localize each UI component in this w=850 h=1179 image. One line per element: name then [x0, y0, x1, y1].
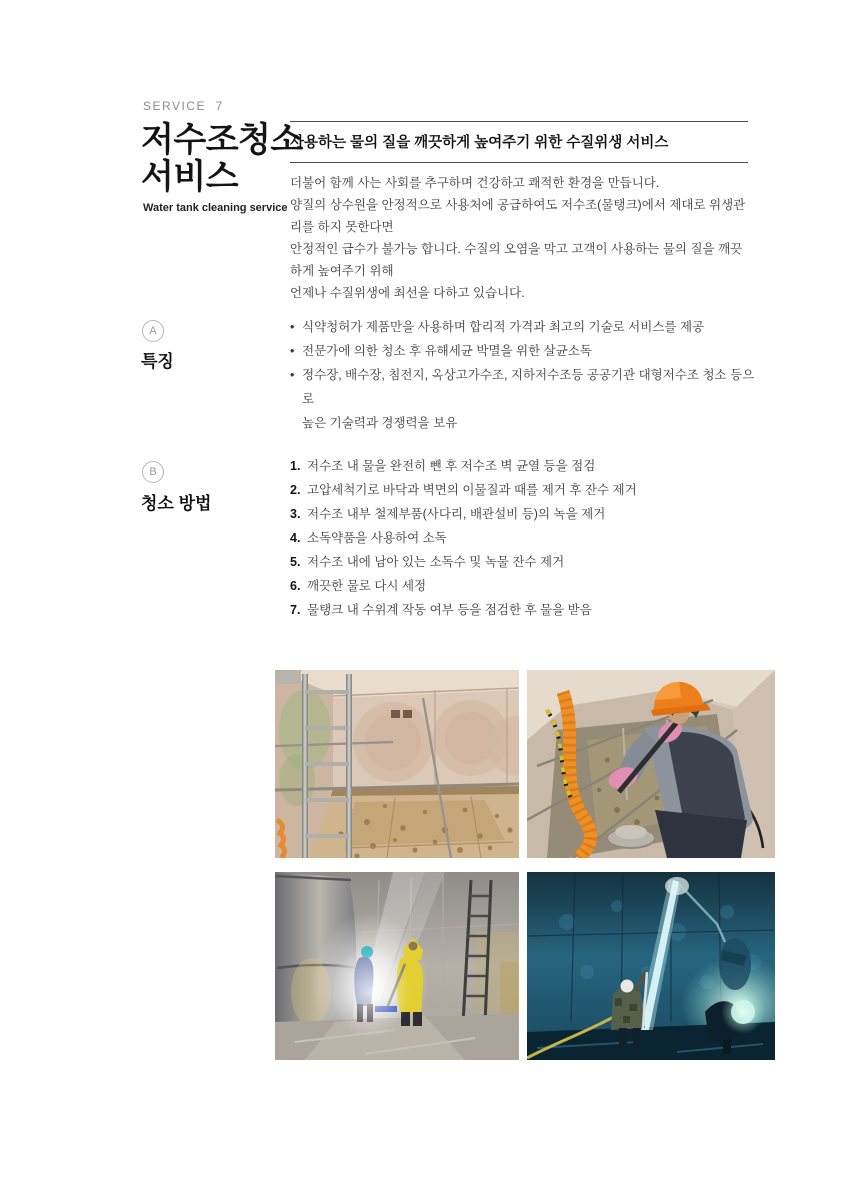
photo-grid — [275, 670, 775, 1060]
bullet-icon: • — [290, 344, 295, 358]
paragraph-line: 양질의 상수원을 안정적으로 사용처에 공급하여도 저수조(물탱크)에서 제대로 위생관리를 하지 못한다면 — [290, 198, 746, 234]
intro-block — [290, 121, 748, 304]
step-text: 고압세척기로 바닥과 벽면의 이물질과 때를 제거 후 잔수 제거 — [307, 483, 637, 497]
disinfecting-illustration — [275, 872, 519, 1060]
subtitle-english: Water tank cleaning service — [143, 202, 288, 214]
bullet-icon: • — [290, 320, 295, 334]
method-label: 청소 방법 — [141, 494, 212, 513]
feature-item-continuation — [290, 411, 760, 435]
dirty-tank-illustration — [275, 670, 519, 858]
step-number: 5. — [290, 555, 301, 569]
method-steps-list — [290, 454, 760, 622]
features-label: 특징 — [141, 352, 174, 371]
feature-item — [290, 315, 760, 339]
step-number: 4. — [290, 531, 301, 545]
dirty-water-tank-interior-photo — [275, 670, 519, 858]
method-step — [290, 454, 760, 478]
feature-text: 전문가에 의한 청소 후 유해세균 박멸을 위한 살균소독 — [302, 344, 592, 358]
paragraph-line: 더불어 함께 사는 사회를 추구하며 건강하고 쾌적한 환경을 만듭니다. — [290, 176, 660, 190]
step-number: 2. — [290, 483, 301, 497]
step-text: 소독약품을 사용하여 소독 — [307, 531, 447, 545]
step-text: 저수조 내 물을 완전히 뺀 후 저수조 벽 균열 등을 점검 — [307, 459, 596, 473]
intro-paragraph — [290, 172, 748, 304]
step-text: 저수조 내에 남아 있는 소독수 및 녹물 잔수 제거 — [307, 555, 565, 569]
bottom-rule — [290, 162, 748, 163]
blue-tank-illustration — [527, 872, 775, 1060]
bullet-icon: • — [290, 368, 295, 382]
service-number-label: SERVICE 7 — [143, 99, 224, 113]
method-step — [290, 502, 760, 526]
paragraph-line: 안정적인 급수가 불가능 합니다. 수질의 오염을 막고 고객이 사용하는 물의 질을 깨끗하게 높여주기 위해 — [290, 242, 743, 278]
step-number: 1. — [290, 459, 301, 473]
intro-heading: 사용하는 물의 질을 깨끗하게 높여주기 위한 수질위생 서비스 — [290, 135, 669, 151]
page-title-line2: 서비스 — [141, 158, 239, 196]
blue-tank-night-washing-photo — [527, 872, 775, 1060]
step-number: 3. — [290, 507, 301, 521]
features-list — [290, 315, 760, 435]
step-text: 깨끗한 물로 다시 세정 — [307, 579, 427, 593]
feature-item — [290, 339, 760, 363]
method-step — [290, 478, 760, 502]
feature-text: 식약청허가 제품만을 사용하며 합리적 가격과 최고의 기술로 서비스를 제공 — [302, 320, 705, 334]
step-text: 저수조 내부 철제부품(사다리, 배관설비 등)의 녹을 제거 — [307, 507, 606, 521]
worker-cleaning-illustration — [527, 670, 775, 858]
worker-high-pressure-cleaning-photo — [527, 670, 775, 858]
method-step — [290, 550, 760, 574]
step-number: 7. — [290, 603, 301, 617]
workers-disinfecting-tank-photo — [275, 872, 519, 1060]
method-step — [290, 526, 760, 550]
paragraph-line: 언제나 수질위생에 최선을 다하고 있습니다. — [290, 286, 525, 300]
step-number: 6. — [290, 579, 301, 593]
section-badge-b: B — [142, 461, 164, 483]
feature-text: 정수장, 배수장, 침전지, 옥상고가수조, 지하저수조등 공공기관 대형저수조 청소 등으로 — [302, 368, 755, 406]
page-title — [141, 122, 303, 196]
section-badge-a: A — [142, 320, 164, 342]
page-title-line1: 저수조청소 — [141, 121, 303, 159]
method-step — [290, 598, 760, 622]
step-text: 물탱크 내 수위계 작동 여부 등을 점검한 후 물을 받음 — [307, 603, 592, 617]
method-step — [290, 574, 760, 598]
feature-text: 높은 기술력과 경쟁력을 보유 — [302, 416, 458, 430]
feature-item — [290, 363, 760, 411]
